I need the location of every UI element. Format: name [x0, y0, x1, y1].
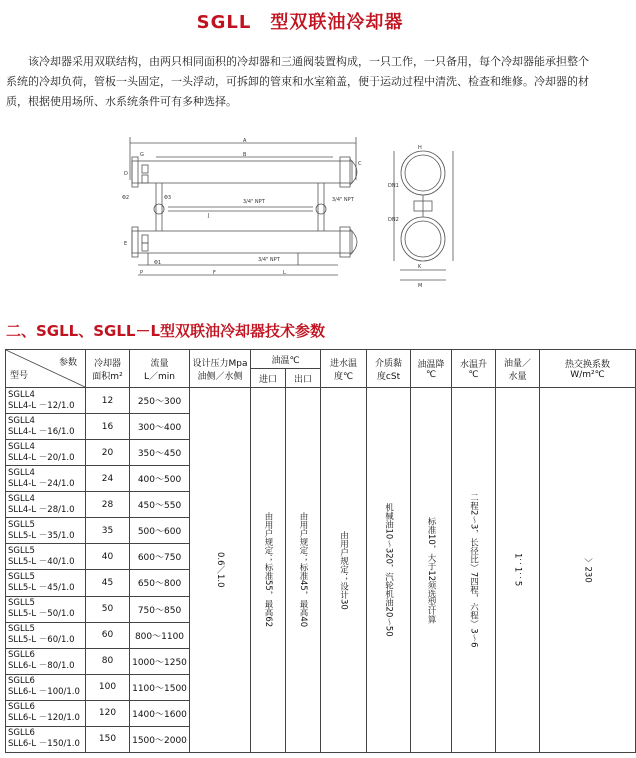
svg-text:Φ2: Φ2	[122, 195, 130, 201]
model-line-2: SLL4-L －12/1.0	[8, 400, 75, 411]
flow-cell: 600～750	[130, 544, 190, 570]
model-cell	[6, 674, 86, 700]
area-cell: 40	[86, 544, 130, 570]
page-title: SGLL 型双联油冷却器	[196, 12, 404, 33]
model-cell	[6, 544, 86, 570]
oil-temp-header: 油温℃	[251, 350, 321, 369]
svg-text:B: B	[243, 152, 247, 158]
cooler-drawing	[118, 135, 472, 297]
flow-cell: 450～550	[130, 492, 190, 518]
merged-oil-drop-cell: 标准10，大于12须选型计算	[411, 388, 452, 753]
merged-outlet-cell: 由用户规定；标准45，最高40	[286, 388, 321, 753]
model-line-1: SGLL6	[8, 702, 35, 713]
model-line-2: SLL6-L －80/1.0	[8, 661, 75, 672]
model-line-1: SGLL4	[8, 415, 35, 426]
intro-paragraph: 该冷却器采用双联结构，由两只相同面积的冷却器和三通阀装置构成，一只工作，一只备用，每个冷却器能承担整个系统的冷却负荷，管板一头固定，一头浮动，可拆卸的管束和水室箱盖，便于运动过程中清洗、检查和维修。冷却器的材质，根据使用场所、水系统条件可有多种选择。	[6, 55, 589, 108]
model-line-1: SGLL5	[8, 545, 35, 556]
oil-drop-header: 油温降 ℃	[411, 350, 452, 388]
model-line-1: SGLL4	[8, 389, 35, 400]
svg-text:DN1: DN1	[388, 183, 399, 189]
flow-cell: 1000～1250	[130, 648, 190, 674]
model-line-1: SGLL4	[8, 493, 35, 504]
model-line-2: SLL6-L －120/1.0	[8, 713, 80, 724]
model-cell	[6, 440, 86, 466]
svg-text:J: J	[208, 213, 210, 219]
model-cell	[6, 388, 86, 414]
param-model-header	[6, 350, 86, 388]
area-cell: 12	[86, 388, 130, 414]
svg-text:A: A	[243, 138, 247, 144]
inlet-header: 进口	[251, 369, 286, 388]
heat-header: 热交换系数 W/m²℃	[540, 350, 636, 388]
model-line-1: SGLL6	[8, 728, 35, 739]
outlet-header: 出口	[286, 369, 321, 388]
ratio-header: 油量／ 水量	[496, 350, 540, 388]
area-cell: 28	[86, 492, 130, 518]
svg-text:L: L	[283, 270, 286, 276]
model-line-2: SLL4-L －28/1.0	[8, 504, 75, 515]
area-cell: 45	[86, 570, 130, 596]
area-cell: 50	[86, 596, 130, 622]
viscosity-header: 介质黏 度cSt	[367, 350, 411, 388]
area-cell: 80	[86, 648, 130, 674]
model-line-2: SLL4-L －20/1.0	[8, 452, 75, 463]
svg-text:K: K	[418, 264, 422, 270]
flow-cell: 1100～1500	[130, 674, 190, 700]
section-title: 二、SGLL、SGLL－L型双联油冷却器技术参数	[6, 322, 326, 340]
model-cell	[6, 518, 86, 544]
model-cell	[6, 466, 86, 492]
area-cell: 60	[86, 622, 130, 648]
merged-ratio-cell: 1：1：5	[496, 388, 540, 753]
svg-text:Φ3: Φ3	[164, 195, 172, 201]
model-cell	[6, 570, 86, 596]
model-line-2: SLL6-L －150/1.0	[8, 739, 80, 750]
area-header: 冷却器 面积m²	[86, 350, 130, 388]
model-line-2: SLL5-L －40/1.0	[8, 556, 75, 567]
model-line-2: SLL5-L －50/1.0	[8, 609, 75, 620]
model-cell	[6, 492, 86, 518]
model-line-1: SGLL6	[8, 676, 35, 687]
model-line-1: SGLL5	[8, 598, 35, 609]
svg-text:M: M	[418, 283, 423, 289]
model-line-1: SGLL4	[8, 441, 35, 452]
model-line-2: SLL4-L －16/1.0	[8, 426, 75, 437]
svg-text:3/4" NPT: 3/4" NPT	[332, 197, 354, 203]
model-line-2: SLL5-L －60/1.0	[8, 635, 75, 646]
svg-text:P: P	[140, 270, 144, 276]
svg-text:3/4" NPT: 3/4" NPT	[258, 257, 280, 263]
model-line-1: SGLL5	[8, 624, 35, 635]
merged-heat-cell: 〉230	[540, 388, 636, 753]
svg-text:F: F	[213, 270, 216, 276]
svg-text:3/4" NPT: 3/4" NPT	[243, 199, 265, 205]
flow-cell: 650～800	[130, 570, 190, 596]
merged-viscosity-cell: 机械油10～320，汽轮机油20～50	[367, 388, 411, 753]
area-cell: 120	[86, 700, 130, 726]
area-cell: 100	[86, 674, 130, 700]
area-cell: 16	[86, 414, 130, 440]
svg-text:Φ1: Φ1	[154, 260, 162, 266]
model-label: 型号	[10, 371, 29, 381]
model-cell	[6, 622, 86, 648]
merged-pressure-cell: 0.6／1.0	[190, 388, 251, 753]
merged-water-rise-cell: 二程2～3，长径比）7四程，六程）3～6	[452, 388, 496, 753]
model-cell	[6, 596, 86, 622]
model-cell	[6, 648, 86, 674]
flow-cell: 1400～1600	[130, 700, 190, 726]
model-cell	[6, 726, 86, 752]
flow-cell: 500～600	[130, 518, 190, 544]
svg-text:H: H	[418, 145, 422, 151]
flow-header: 流量 L／min	[130, 350, 190, 388]
pressure-header: 设计压力Mpa 油侧／水侧	[190, 350, 251, 388]
model-cell	[6, 700, 86, 726]
flow-cell: 750～850	[130, 596, 190, 622]
model-line-2: SLL4-L －24/1.0	[8, 478, 75, 489]
svg-text:E: E	[124, 241, 128, 247]
flow-cell: 400～500	[130, 466, 190, 492]
area-cell: 35	[86, 518, 130, 544]
flow-cell: 300～400	[130, 414, 190, 440]
area-cell: 20	[86, 440, 130, 466]
table-row	[6, 388, 636, 414]
param-label: 参数	[58, 358, 77, 368]
flow-cell: 250～300	[130, 388, 190, 414]
spec-table	[5, 349, 636, 753]
area-cell: 24	[86, 466, 130, 492]
svg-text:G: G	[140, 152, 144, 158]
water-in-header: 进水温 度℃	[321, 350, 367, 388]
model-line-1: SGLL4	[8, 467, 35, 478]
model-line-2: SLL6-L －100/1.0	[8, 687, 80, 698]
svg-text:DN2: DN2	[388, 217, 399, 223]
area-cell: 150	[86, 726, 130, 752]
model-line-2: SLL5-L －35/1.0	[8, 530, 75, 541]
flow-cell: 800～1100	[130, 622, 190, 648]
merged-water-in-cell: 由用户规定；设计30	[321, 388, 367, 753]
model-line-1: SGLL5	[8, 571, 35, 582]
water-rise-header: 水温升 ℃	[452, 350, 496, 388]
model-line-2: SLL5-L －45/1.0	[8, 582, 75, 593]
flow-cell: 1500～2000	[130, 726, 190, 752]
model-line-1: SGLL5	[8, 519, 35, 530]
model-line-1: SGLL6	[8, 650, 35, 661]
flow-cell: 350～450	[130, 440, 190, 466]
model-cell	[6, 414, 86, 440]
svg-text:C: C	[358, 161, 362, 167]
merged-inlet-cell: 由用户规定；标准55，最高62	[251, 388, 286, 753]
svg-text:D: D	[124, 171, 128, 177]
